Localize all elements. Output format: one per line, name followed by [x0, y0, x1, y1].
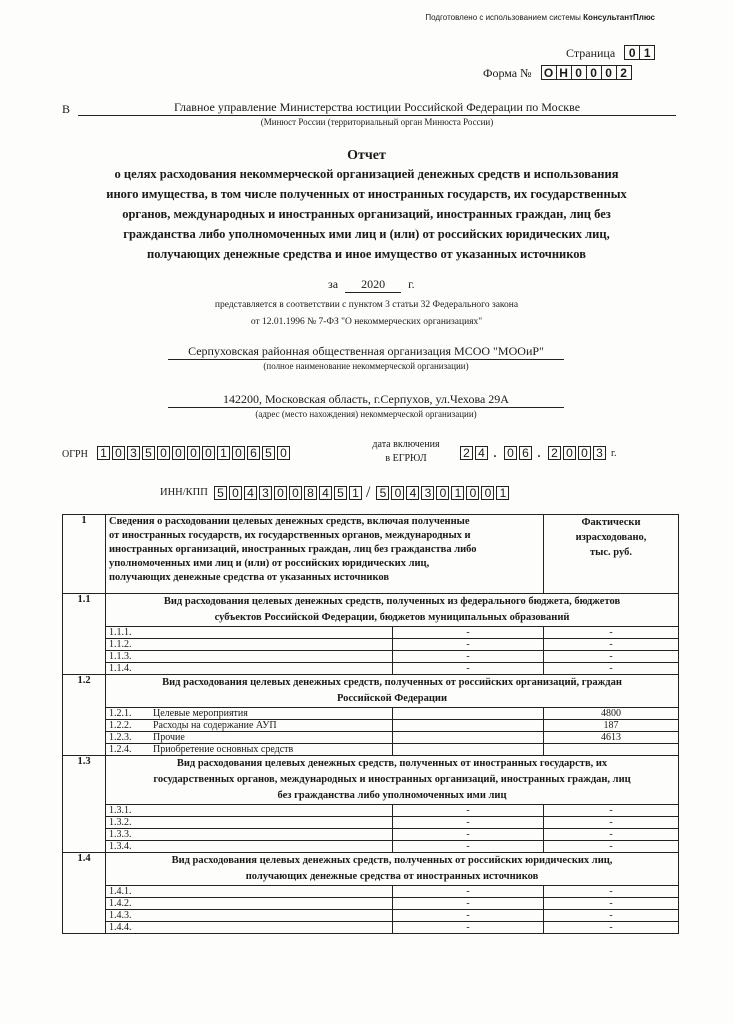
- egrul-label: дата включения в ЕГРЮЛ: [372, 439, 440, 464]
- row-label: 1.2.1. Целевые мероприятия: [106, 708, 393, 720]
- row-dash: -: [393, 910, 544, 922]
- expenditure-table: [62, 514, 679, 934]
- table-row: [63, 744, 679, 756]
- table-row: [63, 708, 679, 720]
- report-heading: Отчет: [347, 148, 386, 163]
- digit-cell: 4: [319, 486, 332, 500]
- digit-cell: 0: [232, 446, 245, 460]
- digit-cell: 0: [172, 446, 185, 460]
- row-dash: [393, 720, 544, 732]
- row-amount: -: [544, 817, 679, 829]
- table-row: [63, 829, 679, 841]
- ogrn-label: ОГРН: [62, 449, 88, 460]
- row-dash: [393, 744, 544, 756]
- row-label: 1.3.1.: [106, 805, 393, 817]
- row-dash: -: [393, 651, 544, 663]
- row-dash: -: [393, 922, 544, 934]
- row-amount: 187: [544, 720, 679, 732]
- row-label: 1.3.2.: [106, 817, 393, 829]
- table-row: [63, 886, 679, 898]
- digit-cell: 0: [274, 486, 287, 500]
- section-title: Вид расходования целевых денежных средств, полученных от российских юридических лиц, получающих денежные средства от иностранных источников: [106, 853, 679, 886]
- digit-cell: 2: [548, 446, 561, 460]
- table-row: [63, 627, 679, 639]
- section-num: 1.3: [63, 756, 106, 853]
- row-dash: [393, 732, 544, 744]
- table-row: [63, 922, 679, 934]
- digit-cell: 5: [262, 446, 275, 460]
- row-label: 1.2.4. Приобретение основных средств: [106, 744, 393, 756]
- row-label: 1.1.4.: [106, 663, 393, 675]
- row-dash: -: [393, 805, 544, 817]
- digit-cell: 0: [157, 446, 170, 460]
- table-row: [63, 732, 679, 744]
- digit-cell: 0: [481, 486, 494, 500]
- row-dash: -: [393, 886, 544, 898]
- digit-cell: 1: [451, 486, 464, 500]
- table-row: [63, 720, 679, 732]
- table-row: [63, 910, 679, 922]
- innkpp-label: ИНН/КПП: [160, 487, 208, 498]
- innkpp-cells: 5 0 4 3 0 0 8 4 5 1 / 5 0 4 3 0 1 0 0 1: [212, 484, 509, 502]
- row-amount: -: [544, 805, 679, 817]
- row-label: 1.4.1.: [106, 886, 393, 898]
- row-dash: -: [393, 817, 544, 829]
- form-number: Форма № О Н 0 0 0 2: [483, 64, 632, 82]
- section-num: 1.1: [63, 594, 106, 675]
- recipient-note: (Минюст России (территориальный орган Минюста России): [260, 117, 494, 127]
- table-row: [63, 651, 679, 663]
- digit-cell: 5: [142, 446, 155, 460]
- row-amount: -: [544, 922, 679, 934]
- section-header-row: [63, 675, 679, 708]
- table-header-row: [63, 515, 679, 594]
- table-row: [63, 898, 679, 910]
- digit-cell: 1: [97, 446, 110, 460]
- row-label: 1.1.2.: [106, 639, 393, 651]
- digit-cell: О: [541, 65, 557, 80]
- row-label: 1.2.3. Прочие: [106, 732, 393, 744]
- digit-cell: 0: [187, 446, 200, 460]
- digit-cell: 3: [593, 446, 606, 460]
- digit-cell: 2: [460, 446, 473, 460]
- row-amount: -: [544, 639, 679, 651]
- to-prefix: В: [62, 102, 71, 116]
- header-amount: Фактически израсходовано, тыс. руб.: [544, 515, 679, 594]
- prepared-note: Подготовлено с использованием системы КонсультантПлюс: [425, 13, 655, 22]
- digit-cell: 0: [504, 446, 517, 460]
- org-name: Серпуховская районная общественная организация МСОО "МООиР": [168, 344, 564, 360]
- row-amount: [544, 744, 679, 756]
- row-dash: -: [393, 829, 544, 841]
- recipient: Главное управление Министерства юстиции Российской Федерации по Москве: [78, 100, 676, 116]
- section-header-row: [63, 594, 679, 627]
- digit-cell: 0: [563, 446, 576, 460]
- header-text: Сведения о расходовании целевых денежных средств, включая полученные от иностранных государств, их государственных органов, международных и иностранных организаций, иностранных граждан, лиц без гражданства либо уполномоченных ими лиц и (или) от российских юридических лиц, получающих денежные средства от указанных источников: [106, 515, 544, 594]
- header-num: 1: [63, 515, 106, 594]
- digit-cell: 8: [304, 486, 317, 500]
- digit-cell: 0: [202, 446, 215, 460]
- row-amount: 4613: [544, 732, 679, 744]
- row-label: 1.3.4.: [106, 841, 393, 853]
- table-row: [63, 663, 679, 675]
- row-dash: -: [393, 663, 544, 675]
- row-amount: -: [544, 627, 679, 639]
- table-row: [63, 841, 679, 853]
- digit-cell: 4: [244, 486, 257, 500]
- row-label: 1.1.1.: [106, 627, 393, 639]
- digit-cell: 4: [475, 446, 488, 460]
- digit-cell: 3: [127, 446, 140, 460]
- digit-cell: 2: [616, 65, 632, 80]
- section-num: 1.4: [63, 853, 106, 934]
- digit-cell: 0: [624, 45, 640, 60]
- section-header-row: [63, 756, 679, 805]
- egrul-date: 2 4 . 0 6 . 2 0 0 3 г.: [458, 444, 616, 462]
- org-address: 142200, Московская область, г.Серпухов, ул.Чехова 29А: [168, 392, 564, 408]
- row-amount: -: [544, 841, 679, 853]
- row-amount: -: [544, 663, 679, 675]
- digit-cell: 0: [229, 486, 242, 500]
- digit-cell: 4: [406, 486, 419, 500]
- table-row: [63, 817, 679, 829]
- page-number: Страница 0 1: [566, 44, 655, 62]
- digit-cell: 6: [247, 446, 260, 460]
- row-amount: -: [544, 898, 679, 910]
- year-line: за 2020 г.: [328, 277, 415, 291]
- digit-cell: 3: [259, 486, 272, 500]
- row-dash: -: [393, 841, 544, 853]
- legal-basis: представляется в соответствии с пунктом 3 статьи 32 Федерального закона от 12.01.1996 № 7-ФЗ "О некоммерческих организациях": [214, 300, 519, 327]
- row-label: 1.4.2.: [106, 898, 393, 910]
- digit-cell: 0: [601, 65, 617, 80]
- digit-cell: 1: [349, 486, 362, 500]
- digit-cell: 0: [112, 446, 125, 460]
- digit-cell: 5: [214, 486, 227, 500]
- digit-cell: 0: [578, 446, 591, 460]
- section-title: Вид расходования целевых денежных средств, полученных от иностранных государств, их государственных органов, международных и иностранных организаций, иностранных граждан, лиц без гражданства либо уполномоченных ими лиц: [106, 756, 679, 805]
- row-dash: -: [393, 639, 544, 651]
- row-label: 1.4.3.: [106, 910, 393, 922]
- row-label: 1.2.2. Расходы на содержание АУП: [106, 720, 393, 732]
- ogrn-cells: [95, 446, 290, 460]
- row-dash: [393, 708, 544, 720]
- section-num: 1.2: [63, 675, 106, 756]
- row-dash: -: [393, 627, 544, 639]
- section-title: Вид расходования целевых денежных средств, полученных от российских организаций, граждан Российской Федерации: [106, 675, 679, 708]
- row-label: 1.3.3.: [106, 829, 393, 841]
- row-amount: -: [544, 910, 679, 922]
- row-label: 1.4.4.: [106, 922, 393, 934]
- digit-cell: 0: [571, 65, 587, 80]
- report-title: о целях расходования некоммерческой организацией денежных средств и использования иного имущества, в том числе полученных от иностранных государств, их государственных органов, международных и иностранных организаций, иностранных граждан, лиц без гражданства либо уполномоченных ими лиц и (или) от российских юридических лиц, получающих денежные средства и иное имущество от указанных источников: [106, 167, 627, 261]
- digit-cell: 0: [391, 486, 404, 500]
- digit-cell: 0: [586, 65, 602, 80]
- table-row: [63, 805, 679, 817]
- row-amount: -: [544, 886, 679, 898]
- digit-cell: 5: [376, 486, 389, 500]
- digit-cell: 6: [519, 446, 532, 460]
- digit-cell: 1: [217, 446, 230, 460]
- digit-cell: Н: [556, 65, 572, 80]
- row-amount: 4800: [544, 708, 679, 720]
- org-address-note: (адрес (место нахождения) некоммерческой организации): [255, 409, 477, 419]
- digit-cell: 0: [289, 486, 302, 500]
- org-name-note: (полное наименование некоммерческой организации): [263, 361, 469, 371]
- digit-cell: 1: [639, 45, 655, 60]
- section-title: Вид расходования целевых денежных средств, полученных из федерального бюджета, бюджетов субъектов Российской Федерации, бюджетов муниципальных образований: [106, 594, 679, 627]
- table-row: [63, 639, 679, 651]
- digit-cell: 0: [277, 446, 290, 460]
- section-header-row: [63, 853, 679, 886]
- digit-cell: 0: [436, 486, 449, 500]
- row-amount: -: [544, 829, 679, 841]
- row-amount: -: [544, 651, 679, 663]
- row-dash: -: [393, 898, 544, 910]
- row-label: 1.1.3.: [106, 651, 393, 663]
- digit-cell: 3: [421, 486, 434, 500]
- digit-cell: 5: [334, 486, 347, 500]
- digit-cell: 0: [466, 486, 479, 500]
- digit-cell: 1: [496, 486, 509, 500]
